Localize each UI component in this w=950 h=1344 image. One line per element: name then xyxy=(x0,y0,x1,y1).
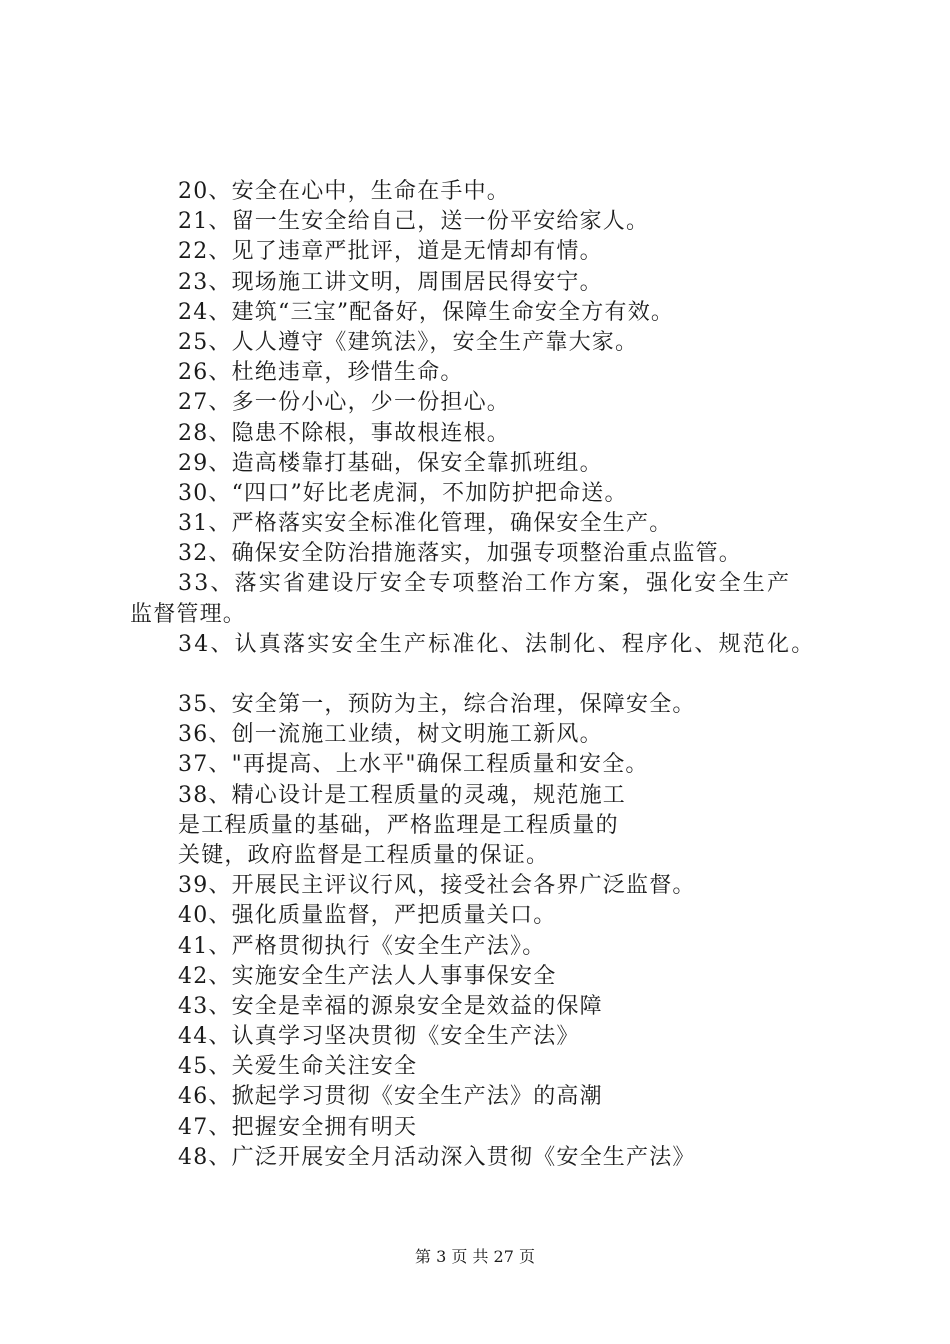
slogan-line-41: 41、严格贯彻执行《安全生产法》。 xyxy=(178,933,546,959)
slogan-line-34: 34、认真落实安全生产标准化、法制化、程序化、规范化。 xyxy=(178,631,816,657)
slogan-line-28: 28、隐患不除根，事故根连根。 xyxy=(178,420,510,446)
slogan-line-38-continued-2: 关键，政府监督是工程质量的保证。 xyxy=(178,842,550,868)
slogan-line-24: 24、建筑“三宝”配备好，保障生命安全方有效。 xyxy=(178,299,675,325)
slogan-list xyxy=(130,177,898,1173)
slogan-line-45: 45、关爱生命关注安全 xyxy=(178,1054,418,1080)
slogan-line-31: 31、严格落实安全标准化管理，确保安全生产。 xyxy=(178,511,673,537)
slogan-line-25: 25、人人遵守《建筑法》，安全生产靠大家。 xyxy=(178,329,639,355)
slogan-line-48: 48、广泛开展安全月活动深入贯彻《安全生产法》 xyxy=(178,1144,696,1170)
slogan-line-29: 29、造高楼靠打基础，保安全靠抓班组。 xyxy=(178,450,603,476)
slogan-line-20: 20、安全在心中，生命在手中。 xyxy=(178,179,510,204)
slogan-line-47: 47、把握安全拥有明天 xyxy=(178,1114,418,1140)
slogan-line-35: 35、安全第一，预防为主，综合治理，保障安全。 xyxy=(178,692,696,717)
slogan-line-33: 33、落实省建设厅安全专项整治工作方案，强化安全生产 xyxy=(178,571,792,597)
slogan-line-37: 37、"再提高、上水平"确保工程质量和安全。 xyxy=(178,752,649,778)
slogan-line-32: 32、确保安全防治措施落实，加强专项整治重点监管。 xyxy=(178,541,742,567)
slogan-line-38: 38、精心设计是工程质量的灵魂，规范施工 xyxy=(178,782,626,808)
slogan-line-46: 46、掀起学习贯彻《安全生产法》的高潮 xyxy=(178,1084,603,1110)
slogan-line-21: 21、留一生安全给自己，送一份平安给家人。 xyxy=(178,209,650,235)
slogan-line-26: 26、杜绝违章，珍惜生命。 xyxy=(178,360,464,386)
slogan-line-36: 36、创一流施工业绩，树文明施工新风。 xyxy=(178,722,603,748)
slogan-line-23: 23、现场施工讲文明，周围居民得安宁。 xyxy=(178,269,603,295)
slogan-line-33-continued: 监督管理。 xyxy=(130,601,247,627)
slogan-line-42: 42、实施安全生产法人人事事保安全 xyxy=(178,963,557,989)
slogan-line-22: 22、见了违章严批评，道是无情却有情。 xyxy=(178,239,603,265)
slogan-line-30: 30、“四口”好比老虎洞，不加防护把命送。 xyxy=(178,480,628,506)
slogan-line-39: 39、开展民主评议行风，接受社会各界广泛监督。 xyxy=(178,873,696,899)
slogan-line-38-continued-1: 是工程质量的基础，严格监理是工程质量的 xyxy=(178,812,619,838)
slogan-line-43: 43、安全是幸福的源泉安全是效益的保障 xyxy=(178,993,603,1019)
slogan-line-40: 40、强化质量监督，严把质量关口。 xyxy=(178,903,557,929)
slogan-line-27: 27、多一份小心，少一份担心。 xyxy=(178,390,510,416)
page-number-footer: 第 3 页 共 27 页 xyxy=(415,1247,535,1266)
slogan-line-44: 44、认真学习坚决贯彻《安全生产法》 xyxy=(178,1024,580,1050)
